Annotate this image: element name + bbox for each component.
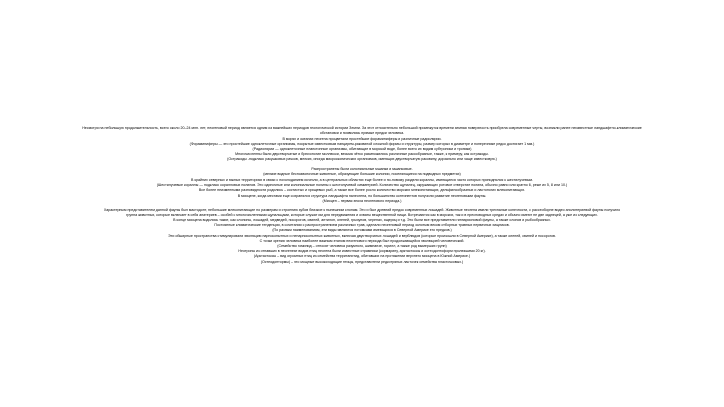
text-line: Характерным представителем данной фауны был мастодонт, небольшие млекопитающие по размерам и строению зубов близкое к нынешним слонам. Это и был древний предок современных лошадей. Животные неогена имели трехпалые конечности, с рассеоборне видео анолитериевой фауны получило bbox=[103, 208, 621, 212]
text-line: (Миоцен – первая эпоха неогенового периода.) bbox=[322, 199, 402, 203]
text-line: (Радиолярии — одноклеточные планктонные организмы, обитающие в морской воде, более всего их видим субтропики и тропики) bbox=[252, 147, 472, 151]
text-line: обстановки и появились прямые предки человека. bbox=[319, 131, 405, 135]
text-line: Распространены были колониальные мшанки и мшанковые. bbox=[311, 167, 413, 171]
text-line: Все более неизменными разновидности родились – костистых и хрящевых рыб, а также все более росло количество морских млекопитающих, дельфинообразных и ластоногих млекопитающих. bbox=[198, 188, 526, 192]
text-line: (Семейство гоминид – относят человека разумного, шимпанзе, горилл, а также род вымерших групп) bbox=[277, 244, 447, 248]
text-line: В крайних северных и южных территориях в связи с похолоданием исчезли, а в центральных областях еще более и по-новому раздели кораллы, имеющиеся часто которых приподнялся к шестилучевым. bbox=[191, 178, 533, 182]
text-line: С точки зрения человека наиболее важным этапом неогенового периода был продолжающейся эволюцией человеческий. bbox=[259, 239, 465, 243]
text-line: Эти обширные пространства стимулировали эволюцию парнокопытных и непарнокопытных животных, включая двустворчатых лошадей и верблюдов (которые произошли в Северной Америке), а также оленей, свиней и носорогов. bbox=[168, 234, 556, 238]
text-line: группа животных, которые включает в себя анатериев – особей с многочисленными щупальцами, которые служат им для передвижения и охваты вещественной пищи. Встречаются как в морских, так и в пресноводных средах и обычно имеют не две заднецей, а уже из следующих. bbox=[126, 213, 598, 217]
text-line: В конце миоцена водились такие, как слонопы, лошадей, медведей, носорогов, свиней, антилоп, оленей, грызунов, черепах, ящериц и т.д. Это были все представители гиппарионовой фауны, а также слонов и рыбообразных. bbox=[173, 218, 551, 222]
text-line: В морях и океанах неогена процветали простейшие фораминиферы и различные радиолярии. bbox=[282, 137, 442, 141]
text-line: Постоянные климатические тенденции, в сочетании с распространением различных трав, сделали неогеновый период золотым веком отборных травных первичных хищников. bbox=[214, 223, 510, 227]
text-line: (По разным наименованиям, эти виды являются потомками имеющихся в Северной Америке его предков.) bbox=[272, 228, 452, 232]
text-line: (мелкие водные беспозвоночные животные, образующие большие колонии, поселяющиеся на подводных предметах) bbox=[263, 172, 461, 176]
text-line: (Арктастоксы – вид огромных птиц из семейства терританитид, обитавших на протяжении верхнего миоцена в Южной Америке.) bbox=[253, 254, 471, 258]
text-line: (Фораминиферы — это простейшие одноклеточные организмы, покрытые известковым панцирем-раковиной сложной формы и структуры, размер которых в диаметре и поперечнике редко достигает 1 мм.) bbox=[189, 142, 535, 146]
text-line: В миоцене, когда местами еще сохранялся структура ландшафта палеогена, но большинство континентов получили развитие неогеновыми фауны. bbox=[237, 194, 487, 198]
text-line: Неотропы из отпавших в неогенезе видов птиц неогена были известные страмники (кормарину, арктастоксы и остеодонтоформ пролезшими 20 кг). bbox=[238, 249, 486, 253]
text-line: (Остеодонтормы) – это мощные высокоходящие птицы, представители редкотряпых ласточек семейства пласточковых.) bbox=[260, 260, 464, 264]
text-line: Многочисленны были двустворчатые и брюхоногие моллюски, весьма чётко размножились различные ракообразные, также, к примеру, как остракоды. bbox=[235, 152, 489, 156]
text-line: (Шестилучевые кораллы — подкласс коралловых полипов. Это одиночные или колониальные полипы с шестилучевой симметрией. Количество щупалец, окружающих ротовое отверстие полипа, обычно равно или кратно 6, реже их 5, 8 или 10.) bbox=[156, 183, 568, 187]
text-line: (Остракоды -подкласс ракушковых рачков, мелких, иногда микроскопических организмов, имеющих двустворчатую раковину, дорзально или чаще известковую.) bbox=[227, 157, 497, 161]
text-line: Несмотря на небольшую продолжительность, всего около 20–24 млн. лет, неогеновый период является одним из важнейших периодов геологической истории Земли. За этот относительно небольшой промежуток времени земная поверхность приобрела современные черты, возникли ранее неизвестные ландшафтно-климатические bbox=[82, 126, 642, 130]
